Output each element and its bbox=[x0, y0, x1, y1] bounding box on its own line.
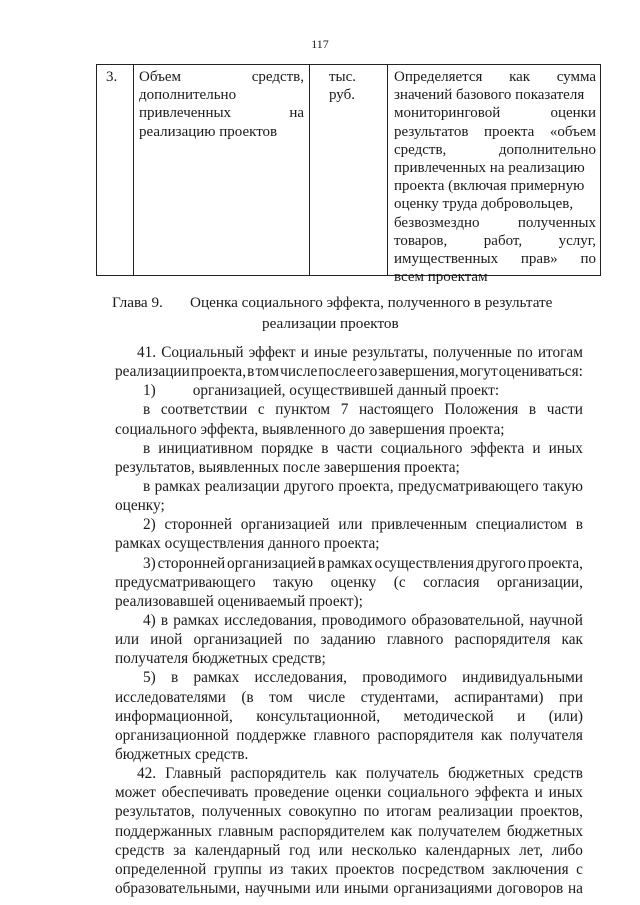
description-word: оценку труда добровольцев, bbox=[394, 196, 574, 213]
description-line bbox=[394, 68, 596, 86]
body-word: по bbox=[516, 344, 533, 361]
body-line bbox=[115, 841, 583, 860]
body-word: эффект bbox=[248, 344, 296, 361]
body-word: такую bbox=[273, 573, 314, 591]
body-word: в bbox=[317, 554, 326, 572]
body-word: рамках bbox=[193, 669, 240, 687]
body-word: за bbox=[173, 841, 187, 859]
body-word: в bbox=[321, 439, 329, 457]
body-word: и bbox=[534, 784, 543, 802]
body-word: с bbox=[257, 401, 265, 419]
body-word: исследователями bbox=[115, 688, 226, 706]
body-word: с bbox=[576, 860, 583, 878]
body-word: и bbox=[300, 344, 309, 361]
body-word: другого bbox=[283, 477, 334, 495]
body-word: могут bbox=[459, 363, 498, 381]
body-word: исследования, bbox=[254, 669, 347, 687]
body-word: календарных bbox=[425, 841, 511, 859]
body-word: том bbox=[269, 688, 293, 706]
body-word: полученные bbox=[432, 344, 512, 361]
body-word: 5) bbox=[143, 669, 156, 687]
body-word: сторонней bbox=[157, 554, 226, 572]
description-line bbox=[394, 232, 596, 250]
body-word: числе bbox=[308, 688, 346, 706]
body-line bbox=[115, 783, 583, 802]
body-word: в bbox=[247, 363, 255, 381]
body-line bbox=[115, 707, 583, 726]
body-line bbox=[115, 534, 583, 553]
body-word: иными bbox=[344, 879, 389, 897]
indicator-name-line bbox=[139, 86, 304, 104]
body-word: определенной bbox=[115, 860, 207, 878]
body-word: аспирантами) bbox=[454, 688, 544, 706]
body-word: как bbox=[390, 822, 413, 840]
body-word: пунктом bbox=[275, 401, 331, 419]
body-word: в bbox=[143, 401, 151, 419]
description-word: результатов bbox=[394, 123, 469, 140]
unit-word: руб. bbox=[329, 87, 355, 104]
body-word: другого bbox=[475, 554, 526, 572]
body-word: организацией bbox=[240, 516, 330, 534]
body-word: или bbox=[315, 879, 340, 897]
body-word: (с bbox=[393, 573, 406, 591]
description-word: мониторинговой bbox=[394, 105, 501, 122]
body-word: поддержанных bbox=[115, 822, 213, 840]
body-word: группы bbox=[213, 860, 262, 878]
body-word: проводимого bbox=[362, 669, 447, 687]
body-word: в bbox=[143, 439, 151, 457]
body-word: 42. bbox=[137, 765, 157, 783]
body-word: лет, bbox=[519, 841, 543, 859]
description-word: всем проектам bbox=[394, 269, 488, 286]
body-word: поддержке bbox=[236, 726, 307, 744]
body-word: 2) bbox=[143, 516, 156, 534]
description-word: безвозмездно bbox=[394, 214, 480, 231]
body-word: эффекта bbox=[470, 439, 525, 457]
body-line bbox=[115, 592, 583, 611]
body-word: на bbox=[567, 879, 583, 897]
body-word: (или) bbox=[548, 707, 583, 725]
description-word: услуг, bbox=[558, 232, 596, 249]
body-word: организации, bbox=[497, 573, 583, 591]
body-word: распорядителя bbox=[454, 631, 551, 649]
body-line bbox=[115, 726, 583, 745]
description-word: средств, bbox=[394, 141, 447, 158]
body-word: Положения bbox=[444, 401, 519, 419]
body-word: организацией bbox=[193, 631, 283, 649]
body-word: части bbox=[336, 439, 373, 457]
body-word: в bbox=[575, 516, 583, 534]
body-word: иных bbox=[548, 784, 583, 802]
body-word: совокупно bbox=[288, 803, 357, 821]
description-word: как bbox=[509, 69, 531, 85]
body-line bbox=[115, 400, 583, 419]
body-word: оценку bbox=[330, 573, 377, 591]
body-word: получателя bbox=[509, 726, 583, 744]
body-word: числе bbox=[280, 363, 318, 381]
body-word: 7 bbox=[340, 401, 349, 419]
body-word: главного bbox=[386, 631, 444, 649]
unit-word: тыс. bbox=[329, 69, 357, 85]
body-line bbox=[115, 745, 583, 764]
body-word: сторонней bbox=[164, 516, 233, 534]
body-word: реализовавшей оцениваемый проект); bbox=[115, 592, 363, 610]
body-word: заключения bbox=[492, 860, 569, 878]
body-word: социального эффекта, выявленного до завершения проекта; bbox=[115, 420, 505, 438]
description-word: сумма bbox=[556, 69, 596, 85]
description-line bbox=[394, 104, 596, 122]
description-word: по bbox=[580, 251, 596, 268]
indicator-name-word: средств, bbox=[251, 69, 304, 85]
body-word: оценку; bbox=[115, 497, 165, 515]
description-word: имущественных bbox=[394, 251, 499, 268]
body-word: предусматривающего bbox=[115, 573, 256, 591]
body-word: средств bbox=[115, 841, 165, 859]
indicator-name-word: реализацию проектов bbox=[139, 123, 278, 140]
description-word: привлеченных на реализацию bbox=[394, 160, 585, 177]
description-line bbox=[394, 250, 596, 268]
description-word: проекта bbox=[483, 123, 535, 140]
body-word: организацией, осуществившей данный проект: bbox=[192, 382, 500, 400]
body-line bbox=[115, 477, 583, 496]
body-word: части bbox=[546, 401, 583, 419]
body-word: привлеченным bbox=[371, 516, 468, 534]
body-word: информационной, bbox=[115, 707, 233, 725]
description-line bbox=[394, 177, 596, 195]
body-line bbox=[115, 879, 583, 898]
body-word: как bbox=[561, 631, 583, 649]
body-word: оценки bbox=[335, 784, 382, 802]
body-line bbox=[115, 802, 583, 821]
body-line bbox=[115, 822, 583, 841]
body-word: распорядитель bbox=[230, 765, 327, 783]
body-word: индивидуальными bbox=[462, 669, 583, 687]
body-word: и bbox=[517, 707, 526, 725]
body-word: организацией bbox=[227, 554, 316, 572]
body-word: организационной bbox=[115, 726, 229, 744]
body-word: получателя бюджетных средств; bbox=[115, 650, 326, 668]
chapter-title-line-1: Оценка социального эффекта, полученного в результате bbox=[190, 294, 553, 311]
description-line bbox=[394, 86, 596, 104]
description-line bbox=[394, 123, 596, 141]
body-line bbox=[115, 668, 583, 687]
body-word: итогам bbox=[386, 803, 432, 821]
body-text bbox=[115, 343, 583, 898]
body-word: 3) bbox=[143, 554, 156, 572]
body-line bbox=[115, 649, 583, 668]
body-word: в bbox=[143, 477, 151, 495]
body-word: порядке bbox=[260, 439, 314, 457]
body-word: после bbox=[318, 363, 356, 381]
body-word: оцениваться: bbox=[498, 363, 583, 381]
body-word: реализации bbox=[438, 803, 514, 821]
body-word: проекта, bbox=[527, 554, 583, 572]
body-word: из bbox=[269, 860, 284, 878]
body-word: распорядителя bbox=[377, 726, 474, 744]
body-word: Социальный bbox=[161, 344, 244, 361]
body-word: заданию bbox=[320, 631, 376, 649]
body-word: образовательной, bbox=[411, 611, 525, 629]
body-line bbox=[115, 458, 583, 477]
body-word: 1) bbox=[143, 382, 156, 400]
body-word: средств bbox=[533, 765, 583, 783]
body-word: реализации bbox=[204, 477, 280, 495]
description-cell bbox=[388, 65, 600, 286]
body-word: главным bbox=[218, 822, 274, 840]
unit-cell bbox=[310, 65, 388, 275]
unit-line bbox=[329, 86, 387, 104]
body-line bbox=[115, 764, 583, 783]
chapter-number: Глава 9. bbox=[112, 294, 163, 311]
body-line bbox=[115, 420, 583, 439]
body-word: организациями bbox=[393, 879, 493, 897]
body-line bbox=[115, 860, 583, 879]
body-word: договоров bbox=[496, 879, 564, 897]
description-word: оценки bbox=[550, 105, 596, 122]
body-word: инициативном bbox=[158, 439, 253, 457]
body-word: иной bbox=[150, 631, 183, 649]
body-word: исследования, bbox=[224, 611, 317, 629]
body-word: рамках bbox=[173, 611, 219, 629]
body-word: образовательными, bbox=[115, 879, 241, 897]
body-word: научной bbox=[529, 611, 583, 629]
indicator-table bbox=[96, 64, 601, 286]
body-word: студентами, bbox=[360, 688, 439, 706]
body-line bbox=[115, 343, 583, 362]
description-line bbox=[394, 214, 596, 232]
body-word: научными bbox=[244, 879, 311, 897]
body-word: по bbox=[293, 631, 310, 649]
body-word: календарный bbox=[194, 841, 281, 859]
body-word: может bbox=[115, 784, 156, 802]
indicator-name-word: Объем bbox=[139, 69, 181, 85]
body-word: обеспечивать bbox=[161, 784, 249, 802]
body-word: как bbox=[480, 726, 503, 744]
body-word: или bbox=[115, 631, 140, 649]
body-word: проектов bbox=[335, 860, 395, 878]
body-word: в bbox=[160, 611, 169, 629]
indicator-name-cell bbox=[134, 65, 310, 275]
description-word: товаров, bbox=[394, 232, 448, 249]
description-word: полученных bbox=[517, 214, 596, 231]
body-word: либо bbox=[551, 841, 583, 859]
body-word: консультационной, bbox=[256, 707, 381, 725]
indicator-name-word: дополнительно bbox=[139, 87, 237, 104]
body-word: распорядителем bbox=[279, 822, 385, 840]
body-word: или bbox=[338, 516, 363, 534]
body-word: осуществления bbox=[374, 554, 475, 572]
description-word: работ, bbox=[483, 232, 523, 249]
body-word: и bbox=[532, 439, 541, 457]
body-word: несколько bbox=[351, 841, 417, 859]
description-word: прав» bbox=[520, 251, 558, 268]
description-line bbox=[394, 268, 596, 286]
body-line bbox=[115, 630, 583, 649]
body-word: такую bbox=[543, 477, 583, 495]
body-word: в bbox=[528, 401, 537, 419]
body-word: полученных bbox=[201, 803, 282, 821]
body-word: бюджетных средств. bbox=[115, 745, 249, 763]
body-line bbox=[115, 688, 583, 707]
body-word: как bbox=[335, 765, 357, 783]
body-word: результатов, выявленных после завершения проекта; bbox=[115, 458, 460, 476]
body-word: таких bbox=[290, 860, 328, 878]
body-line bbox=[115, 515, 583, 534]
description-word: проекта (включая примерную bbox=[394, 178, 585, 195]
body-word: проведение bbox=[254, 784, 330, 802]
indicator-name-line bbox=[139, 123, 304, 141]
body-word: посредством bbox=[401, 860, 485, 878]
body-word: итогам bbox=[537, 344, 583, 361]
body-word: по bbox=[363, 803, 380, 821]
body-word: проводимого bbox=[321, 611, 407, 629]
body-word: том bbox=[255, 363, 280, 381]
description-line bbox=[394, 195, 596, 213]
body-line bbox=[115, 362, 583, 381]
table-row-number: 3. bbox=[97, 65, 134, 275]
body-word: получателем bbox=[418, 822, 501, 840]
body-word: методической bbox=[403, 707, 494, 725]
body-word: его bbox=[356, 363, 378, 381]
body-word: социального bbox=[380, 439, 463, 457]
body-word: соответствии bbox=[160, 401, 248, 419]
body-word: иных bbox=[548, 439, 583, 457]
indicator-name-line bbox=[139, 68, 304, 86]
body-word: иные bbox=[313, 344, 348, 361]
body-word: 41. bbox=[137, 344, 157, 361]
description-word: дополнительно bbox=[498, 141, 596, 158]
body-word: бюджетных bbox=[448, 765, 525, 783]
body-word: получатель bbox=[365, 765, 440, 783]
body-word: социального bbox=[387, 784, 470, 802]
body-line bbox=[115, 573, 583, 592]
body-word: проектов, bbox=[520, 803, 583, 821]
description-line bbox=[394, 159, 596, 177]
body-line bbox=[115, 554, 583, 573]
body-word: настоящего bbox=[358, 401, 434, 419]
description-word: значений базового показателя bbox=[394, 87, 585, 104]
body-word: проекта, bbox=[338, 477, 394, 495]
page-number: 117 bbox=[311, 37, 329, 51]
chapter-title-line-2: реализации проектов bbox=[262, 315, 399, 332]
body-word: рамках bbox=[154, 477, 201, 495]
body-word: согласия bbox=[423, 573, 480, 591]
description-line bbox=[394, 141, 596, 159]
body-line bbox=[115, 439, 583, 458]
body-word: проекта, bbox=[190, 363, 247, 381]
body-word: завершения, bbox=[378, 363, 459, 381]
body-word: бюджетных bbox=[506, 822, 583, 840]
body-word: предусматривающего bbox=[397, 477, 539, 495]
body-line bbox=[115, 611, 583, 630]
body-line bbox=[115, 496, 583, 515]
body-word: рамках осуществления данного проекта; bbox=[115, 535, 380, 553]
body-word: 4) bbox=[143, 611, 156, 629]
body-word: специалистом bbox=[475, 516, 567, 534]
body-word: Главный bbox=[165, 765, 222, 783]
body-line bbox=[115, 381, 583, 400]
body-word: при bbox=[558, 688, 583, 706]
body-word: (в bbox=[241, 688, 254, 706]
body-word: год bbox=[289, 841, 311, 859]
indicator-name-word: на bbox=[289, 105, 304, 122]
body-word: результатов, bbox=[115, 803, 195, 821]
description-word: Определяется bbox=[394, 69, 483, 85]
body-word: реализации bbox=[115, 363, 190, 381]
description-word: «объем bbox=[549, 123, 596, 140]
body-word: рамках bbox=[326, 554, 373, 572]
unit-line bbox=[329, 68, 387, 86]
body-word: главного bbox=[313, 726, 371, 744]
body-word: или bbox=[318, 841, 343, 859]
body-word: результаты, bbox=[352, 344, 428, 361]
indicator-name-word: привлеченных bbox=[139, 105, 232, 122]
body-word: в bbox=[171, 669, 179, 687]
indicator-name-line bbox=[139, 104, 304, 122]
body-word: эффекта bbox=[474, 784, 529, 802]
